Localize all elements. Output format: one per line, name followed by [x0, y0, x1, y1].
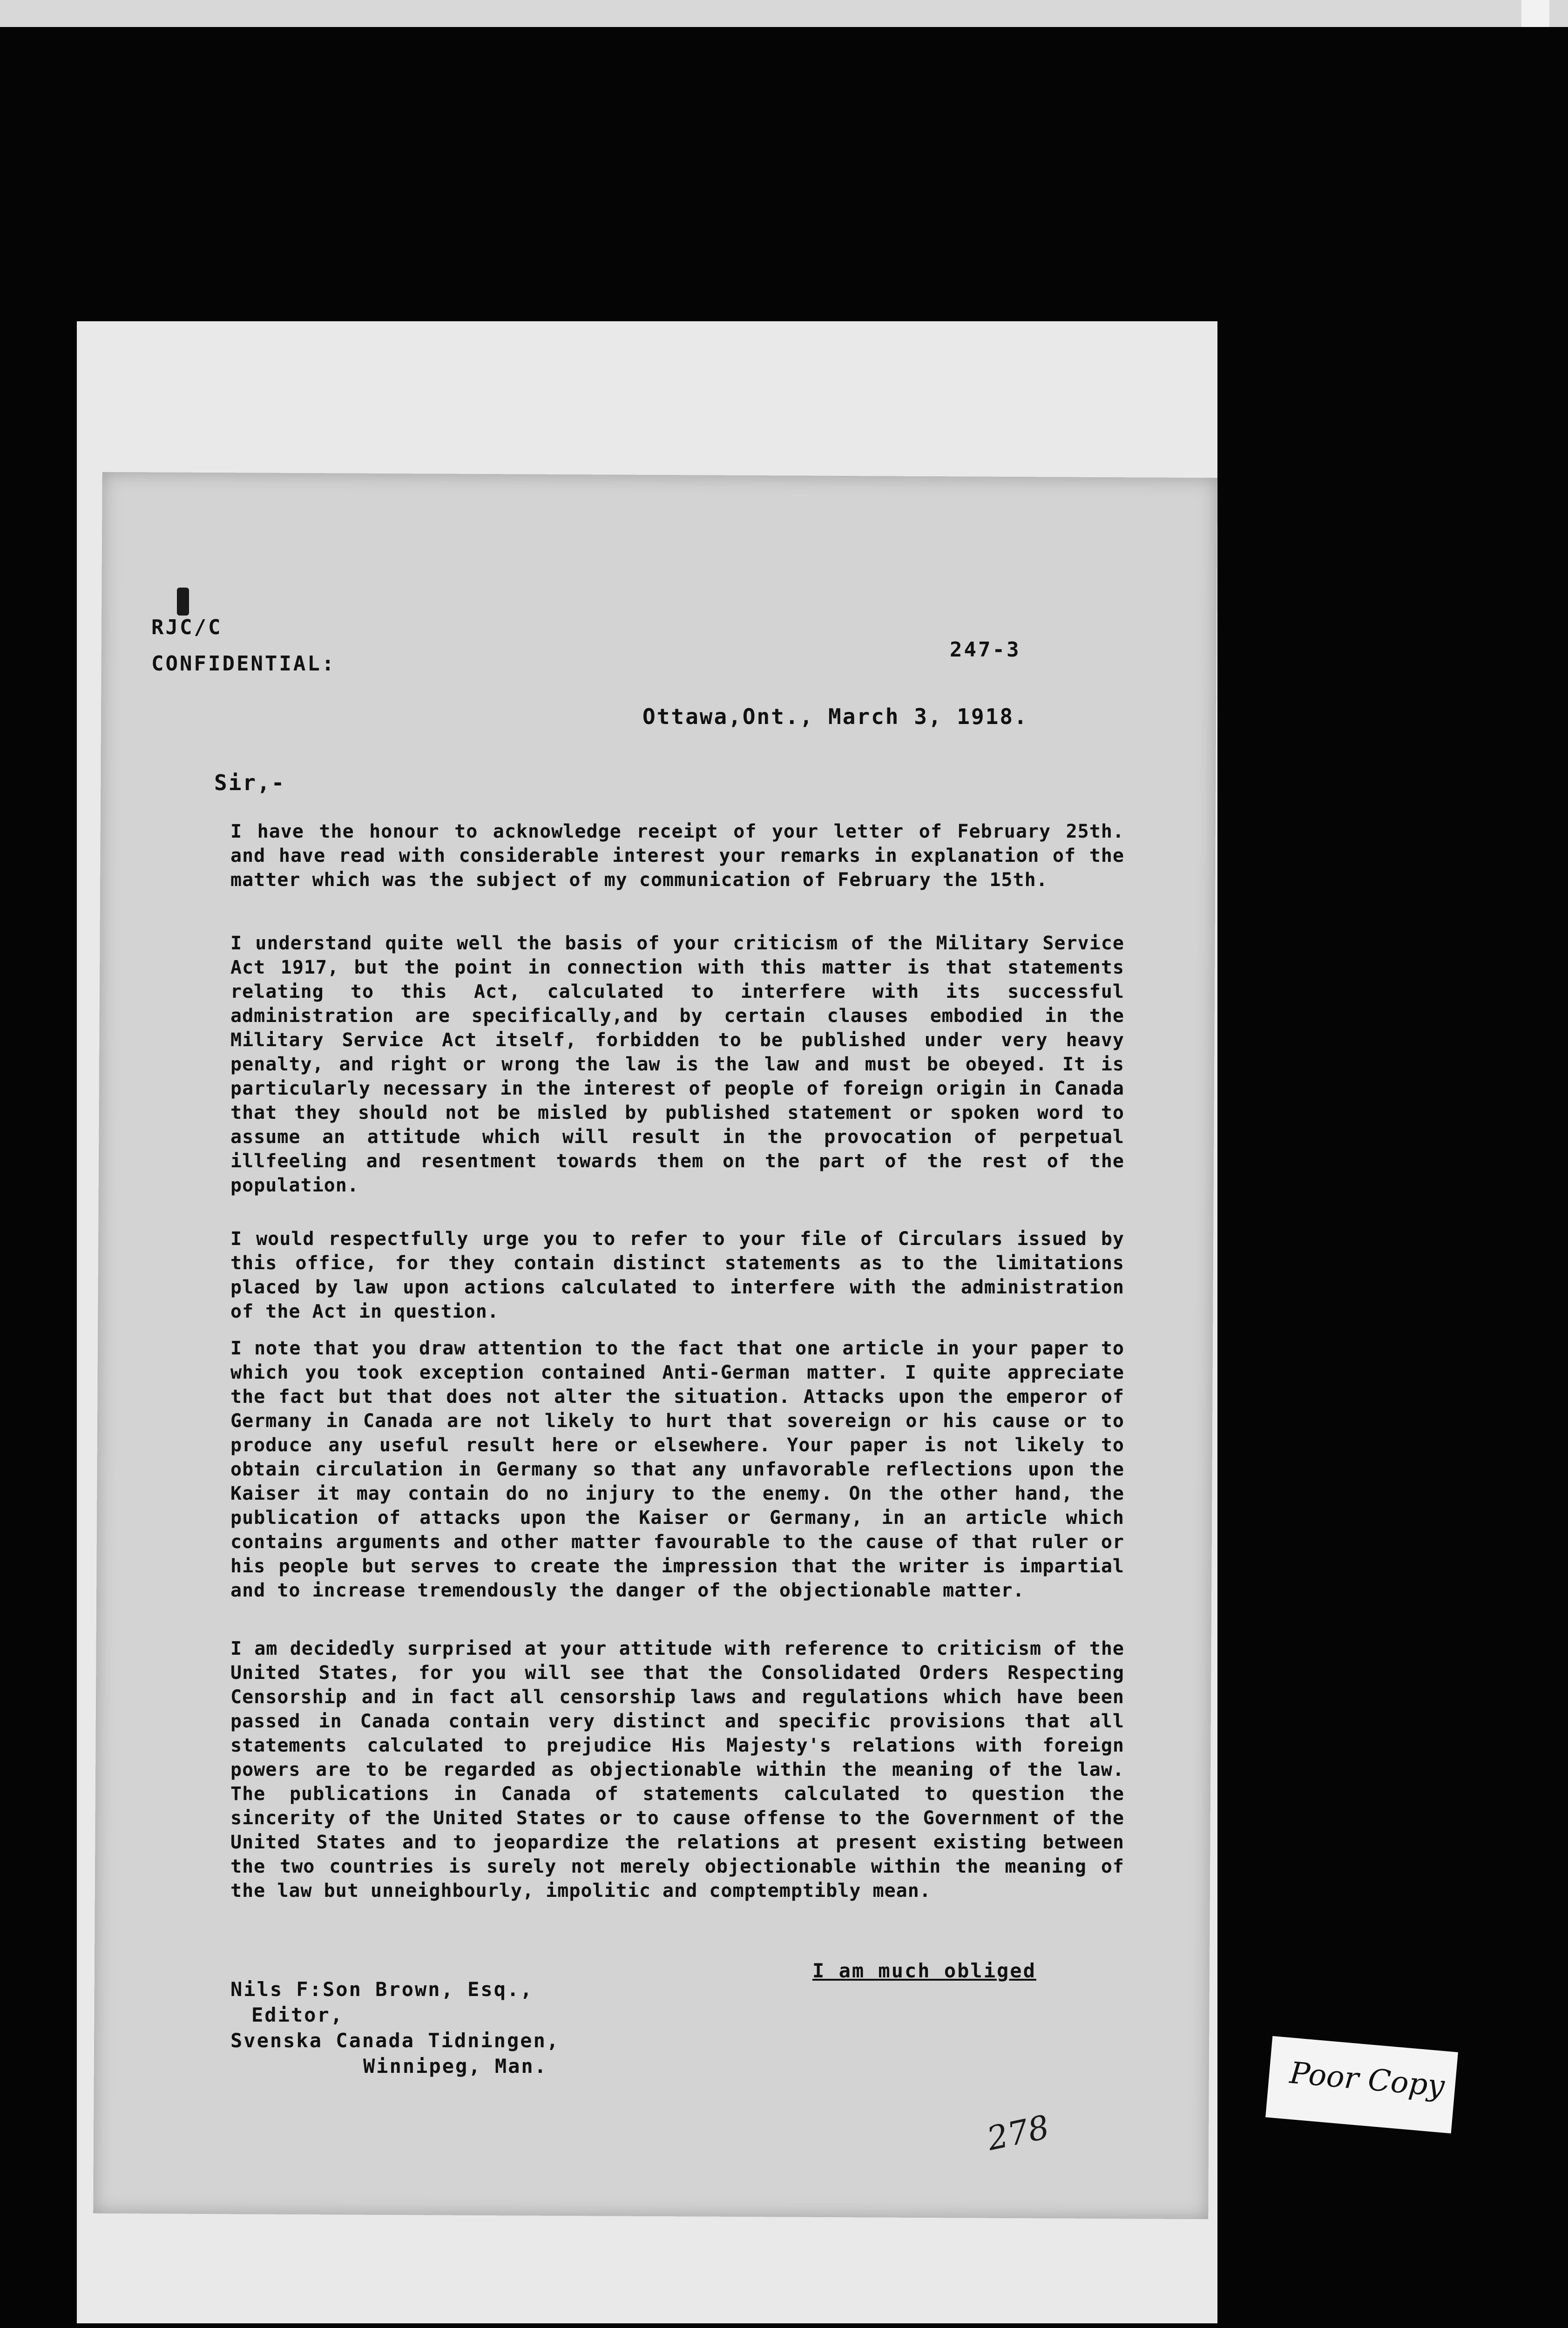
address-city: Winnipeg, Man.: [363, 2055, 548, 2078]
scanner-top-strip: [0, 0, 1568, 27]
paragraph-3: I would respectfully urge you to refer to your file of Circulars issued by this office, for they contain distinct statements as to the limitations placed by law upon actions calculated to interfere with the administration of the Act in question.: [230, 1228, 1124, 1322]
file-number: 247-3: [950, 638, 1021, 662]
paragraph-2: I understand quite well the basis of your criticism of the Military Service Act 1917, but the point in connection with this matter is that statements relating to this Act, calculated to interfere with its successful administration are specifically,and by certain clauses embodied in the Military Service Act itself, forbidden to be published under very heavy penalty, and right or wrong the law is the law and must be obeyed. It is particularly necessary in the interest of people of foreign origin in Canada that they should not be misled by published statement or spoken word to assume an attitude which will result in the provocation of perpetual illfeeling and resentment towards them on the part of the rest of the population.: [230, 933, 1124, 1196]
scanner-top-edge: [1521, 0, 1549, 27]
address-name: Nils F:Son Brown, Esq.,: [230, 1978, 534, 2001]
closing-line: I am much obliged: [812, 1959, 1036, 1982]
dateline: Ottawa,Ont., March 3, 1918.: [642, 704, 1028, 729]
paragraph-1: I have the honour to acknowledge receipt of your letter of February 25th. and have read with considerable interest your remarks in explanation of the matter which was the subject of my communication of February the 15th.: [230, 821, 1124, 891]
paragraph-4: I note that you draw attention to the fact that one article in your paper to which you took exception contained Anti-German matter. I quite appreciate the fact but that does not alter the situation. Attacks upon the emperor of Germany in Canada are not likely to hurt that sovereign or his cause or to produce any useful result here or elsewhere. Your paper is not likely to obtain circulation in Germany so that any unfavorable reflections upon the Kaiser it may contain do no injury to the enemy. On the other hand, the publication of attacks upon the Kaiser or Germany, in an article which contains arguments and other matter favourable to the cause of that ruler or his people but serves to create the impression that the writer is impartial and to increase tremendously the danger of the objectionable matter.: [230, 1338, 1124, 1601]
confidential-marking: CONFIDENTIAL:: [151, 652, 336, 676]
paragraph-5: I am decidedly surprised at your attitude with reference to criticism of the United States, for you will see that the Consolidated Orders Respecting Censorship and in fact all censorship laws and regulations which have been passed in Canada contain very distinct and specific provisions that all statements calculated to prejudice His Majesty's relations with foreign powers are to be regarded as objectionable within the meaning of the law. The publications in Canada of statements calculated to question the sincerity of the United States or to cause offense to the Government of the United States and to jeopardize the relations at present existing between the two countries is surely not merely objectionable within the meaning of the law but unneighbourly, impolitic and comptemptibly mean.: [230, 1638, 1124, 1902]
poor-copy-note: Poor Copy: [1288, 2056, 1446, 2104]
salutation: Sir,-: [214, 770, 286, 795]
address-publication: Svenska Canada Tidningen,: [230, 2029, 560, 2052]
address-title: Editor,: [251, 2003, 344, 2026]
letter-reference: RJC/C: [151, 616, 223, 639]
punch-mark: [177, 588, 189, 616]
handwritten-page-number: 278: [983, 2108, 1053, 2158]
